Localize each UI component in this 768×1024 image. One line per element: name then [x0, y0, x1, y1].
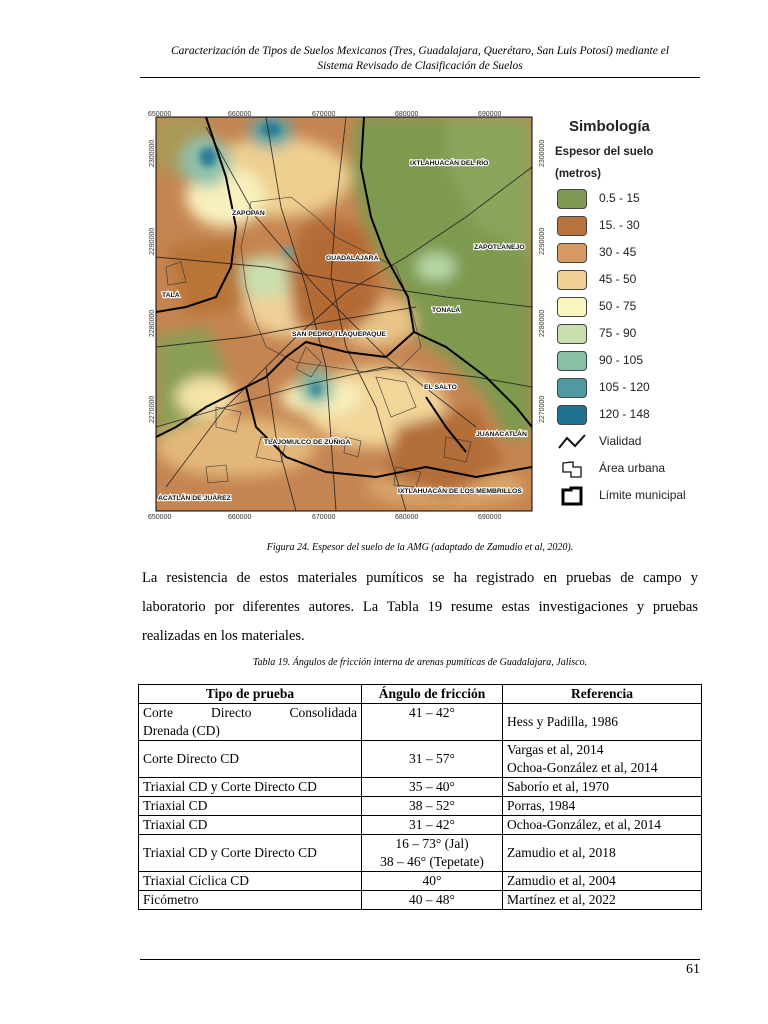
- paragraph-line-2: laboratorio por diferentes autores. La Tabla 19 resume estas investigaciones y pruebas: [142, 599, 698, 615]
- place-juanacatlan: JUANACATLÁN: [476, 431, 527, 438]
- legend-label: 15. - 30: [599, 218, 640, 232]
- legend-label: 75 - 90: [599, 326, 637, 340]
- place-tala: TALA: [162, 292, 180, 299]
- cell-test-type: Triaxial CD: [139, 816, 362, 835]
- urban-area-icon: [557, 459, 587, 479]
- legend-swatch: [557, 189, 587, 209]
- table-row: [139, 778, 702, 797]
- legend-class-8: [557, 378, 707, 398]
- cell-text: Corte Directo Consolidada: [143, 705, 357, 720]
- legend-label: 30 - 45: [599, 245, 637, 259]
- table-row: [139, 797, 702, 816]
- x-tick-top-660000: 660000: [228, 111, 252, 118]
- legend-swatch: [557, 351, 587, 371]
- cell-test-type: Triaxial CD y Corte Directo CD: [139, 778, 362, 797]
- cell-angle: [362, 835, 503, 872]
- map-canvas: [146, 107, 552, 521]
- y-tick-right-2300000: 2300000: [539, 139, 546, 167]
- legend-class-6: [557, 324, 707, 344]
- y-tick-left-2290000: 2290000: [149, 227, 156, 255]
- legend-title: Simbología: [569, 118, 650, 135]
- cell-text: Ochoa-González et al, 2014: [507, 760, 658, 775]
- cell-angle: 40°: [362, 872, 503, 891]
- cell-reference: Porras, 1984: [503, 797, 702, 816]
- running-header-line-2: Sistema Revisado de Clasificación de Suelos: [317, 60, 523, 72]
- legend-class-7: [557, 351, 707, 371]
- x-tick-top-670000: 670000: [312, 111, 336, 118]
- legend-swatch: [557, 324, 587, 344]
- cell-reference: Ochoa-González, et al, 2014: [503, 816, 702, 835]
- place-san-pedro-tlaquepaque: SAN PEDRO TLAQUEPAQUE: [292, 331, 386, 338]
- map-legend: [553, 108, 713, 520]
- table-row: [139, 872, 702, 891]
- table-row: [139, 741, 702, 778]
- friction-angle-table: [138, 684, 702, 910]
- y-tick-right-2290000: 2290000: [539, 227, 546, 255]
- cell-angle: 38 – 52°: [362, 797, 503, 816]
- cell-test-type: Triaxial CD: [139, 797, 362, 816]
- soil-thickness-map: [146, 107, 552, 521]
- y-tick-left-2280000: 2280000: [149, 309, 156, 337]
- legend-class-1: [557, 189, 707, 209]
- x-tick-bottom-690000: 690000: [478, 514, 502, 521]
- legend-class-9: [557, 405, 707, 425]
- cell-text: Drenada (CD): [143, 723, 220, 738]
- cell-test-type: Ficómetro: [139, 891, 362, 910]
- legend-swatch: [557, 378, 587, 398]
- cell-reference: Saborío et al, 1970: [503, 778, 702, 797]
- legend-label: 0.5 - 15: [599, 191, 640, 205]
- figure-caption: Figura 24. Espesor del suelo de la AMG (adaptado de Zamudio et al, 2020).: [266, 542, 574, 553]
- legend-swatch: [557, 216, 587, 236]
- header-test-type: Tipo de prueba: [139, 685, 362, 704]
- legend-label: 90 - 105: [599, 353, 644, 367]
- y-tick-left-2300000: 2300000: [149, 139, 156, 167]
- cell-angle: 31 – 57°: [362, 741, 503, 778]
- y-tick-left-2270000: 2270000: [149, 395, 156, 423]
- legend-units: (metros): [555, 168, 602, 180]
- header-rule: [140, 77, 700, 78]
- running-header-line-1: Caracterización de Tipos de Suelos Mexicanos (Tres, Guadalajara, Querétaro, San Luis Potosí) mediante el: [170, 45, 670, 57]
- table-row: [139, 816, 702, 835]
- legend-label: 45 - 50: [599, 272, 637, 286]
- legend-class-4: [557, 270, 707, 290]
- footer-rule: [140, 959, 700, 960]
- x-tick-bottom-650000: 650000: [148, 514, 172, 521]
- x-tick-top-650000: 650000: [148, 111, 172, 118]
- x-tick-top-690000: 690000: [478, 111, 502, 118]
- cell-test-type: [139, 704, 362, 741]
- legend-swatch: [557, 405, 587, 425]
- y-tick-right-2270000: 2270000: [539, 395, 546, 423]
- cell-test-type: Triaxial CD y Corte Directo CD: [139, 835, 362, 872]
- legend-municipal-limit: [557, 486, 707, 506]
- y-tick-right-2280000: 2280000: [539, 309, 546, 337]
- cell-reference: Zamudio et al, 2004: [503, 872, 702, 891]
- table-header-row: [139, 685, 702, 704]
- place-zapotlanejo: ZAPOTLANEJO: [474, 244, 525, 251]
- legend-urban: [557, 459, 707, 479]
- table-row: [139, 704, 702, 741]
- page-number: 61: [686, 962, 700, 977]
- running-header: [140, 44, 700, 74]
- x-tick-top-680000: 680000: [395, 111, 419, 118]
- legend-swatch: [557, 270, 587, 290]
- cell-angle: 31 – 42°: [362, 816, 503, 835]
- place-tlajomulco: TLAJOMULCO DE ZÚÑIGA: [264, 439, 351, 446]
- legend-label: 50 - 75: [599, 299, 637, 313]
- legend-class-2: [557, 216, 707, 236]
- cell-test-type: Corte Directo CD: [139, 741, 362, 778]
- place-acatlan: ACATLÁN DE JUÁREZ: [158, 495, 231, 502]
- cell-angle: 41 – 42°: [362, 704, 503, 741]
- legend-label: 105 - 120: [599, 380, 650, 394]
- cell-reference: [503, 741, 702, 778]
- x-tick-bottom-680000: 680000: [395, 514, 419, 521]
- legend-label: Vialidad: [599, 434, 642, 448]
- cell-reference: Zamudio et al, 2018: [503, 835, 702, 872]
- place-tonala: TONALÁ: [432, 307, 461, 314]
- cell-test-type: Triaxial Cíclica CD: [139, 872, 362, 891]
- legend-class-3: [557, 243, 707, 263]
- road-icon: [557, 432, 587, 452]
- legend-label: Límite municipal: [599, 488, 686, 502]
- legend-subtitle: Espesor del suelo: [555, 146, 654, 158]
- cell-reference: Hess y Padilla, 1986: [503, 704, 702, 741]
- table-row: [139, 835, 702, 872]
- legend-label: 120 - 148: [599, 407, 650, 421]
- cell-text: 38 – 46° (Tepetate): [380, 854, 484, 869]
- place-zapopan: ZAPOPAN: [232, 210, 265, 217]
- place-guadalajara: GUADALAJARA: [326, 255, 379, 262]
- cell-text: 16 – 73° (Jal): [395, 836, 469, 851]
- x-tick-bottom-670000: 670000: [312, 514, 336, 521]
- paragraph-line-3: realizadas en los materiales.: [142, 628, 305, 644]
- place-ixtlahuacan-membrillos: IXTLAHUACÁN DE LOS MEMBRILLOS: [398, 488, 522, 495]
- x-tick-bottom-660000: 660000: [228, 514, 252, 521]
- cell-reference: Martínez et al, 2022: [503, 891, 702, 910]
- legend-road: [557, 432, 707, 452]
- municipal-limit-icon: [557, 486, 587, 506]
- legend-label: Área urbana: [599, 461, 666, 475]
- cell-angle: 40 – 48°: [362, 891, 503, 910]
- body-paragraph: [142, 564, 698, 651]
- header-friction-angle: Ángulo de fricción: [362, 685, 503, 704]
- cell-angle: 35 – 40°: [362, 778, 503, 797]
- table-caption: Tabla 19. Ángulos de fricción interna de arenas pumíticas de Guadalajara, Jalisco.: [252, 657, 588, 668]
- place-el-salto: EL SALTO: [424, 384, 457, 391]
- legend-class-5: [557, 297, 707, 317]
- legend-swatch: [557, 297, 587, 317]
- cell-text: Vargas et al, 2014: [507, 742, 604, 757]
- header-reference: Referencia: [503, 685, 702, 704]
- legend-swatch: [557, 243, 587, 263]
- table-row: [139, 891, 702, 910]
- place-ixtlahuacan-del-rio: IXTLAHUACÁN DEL RÍO: [410, 160, 489, 167]
- paragraph-line-1: La resistencia de estos materiales pumíticos se ha registrado en pruebas de campo y: [142, 570, 698, 586]
